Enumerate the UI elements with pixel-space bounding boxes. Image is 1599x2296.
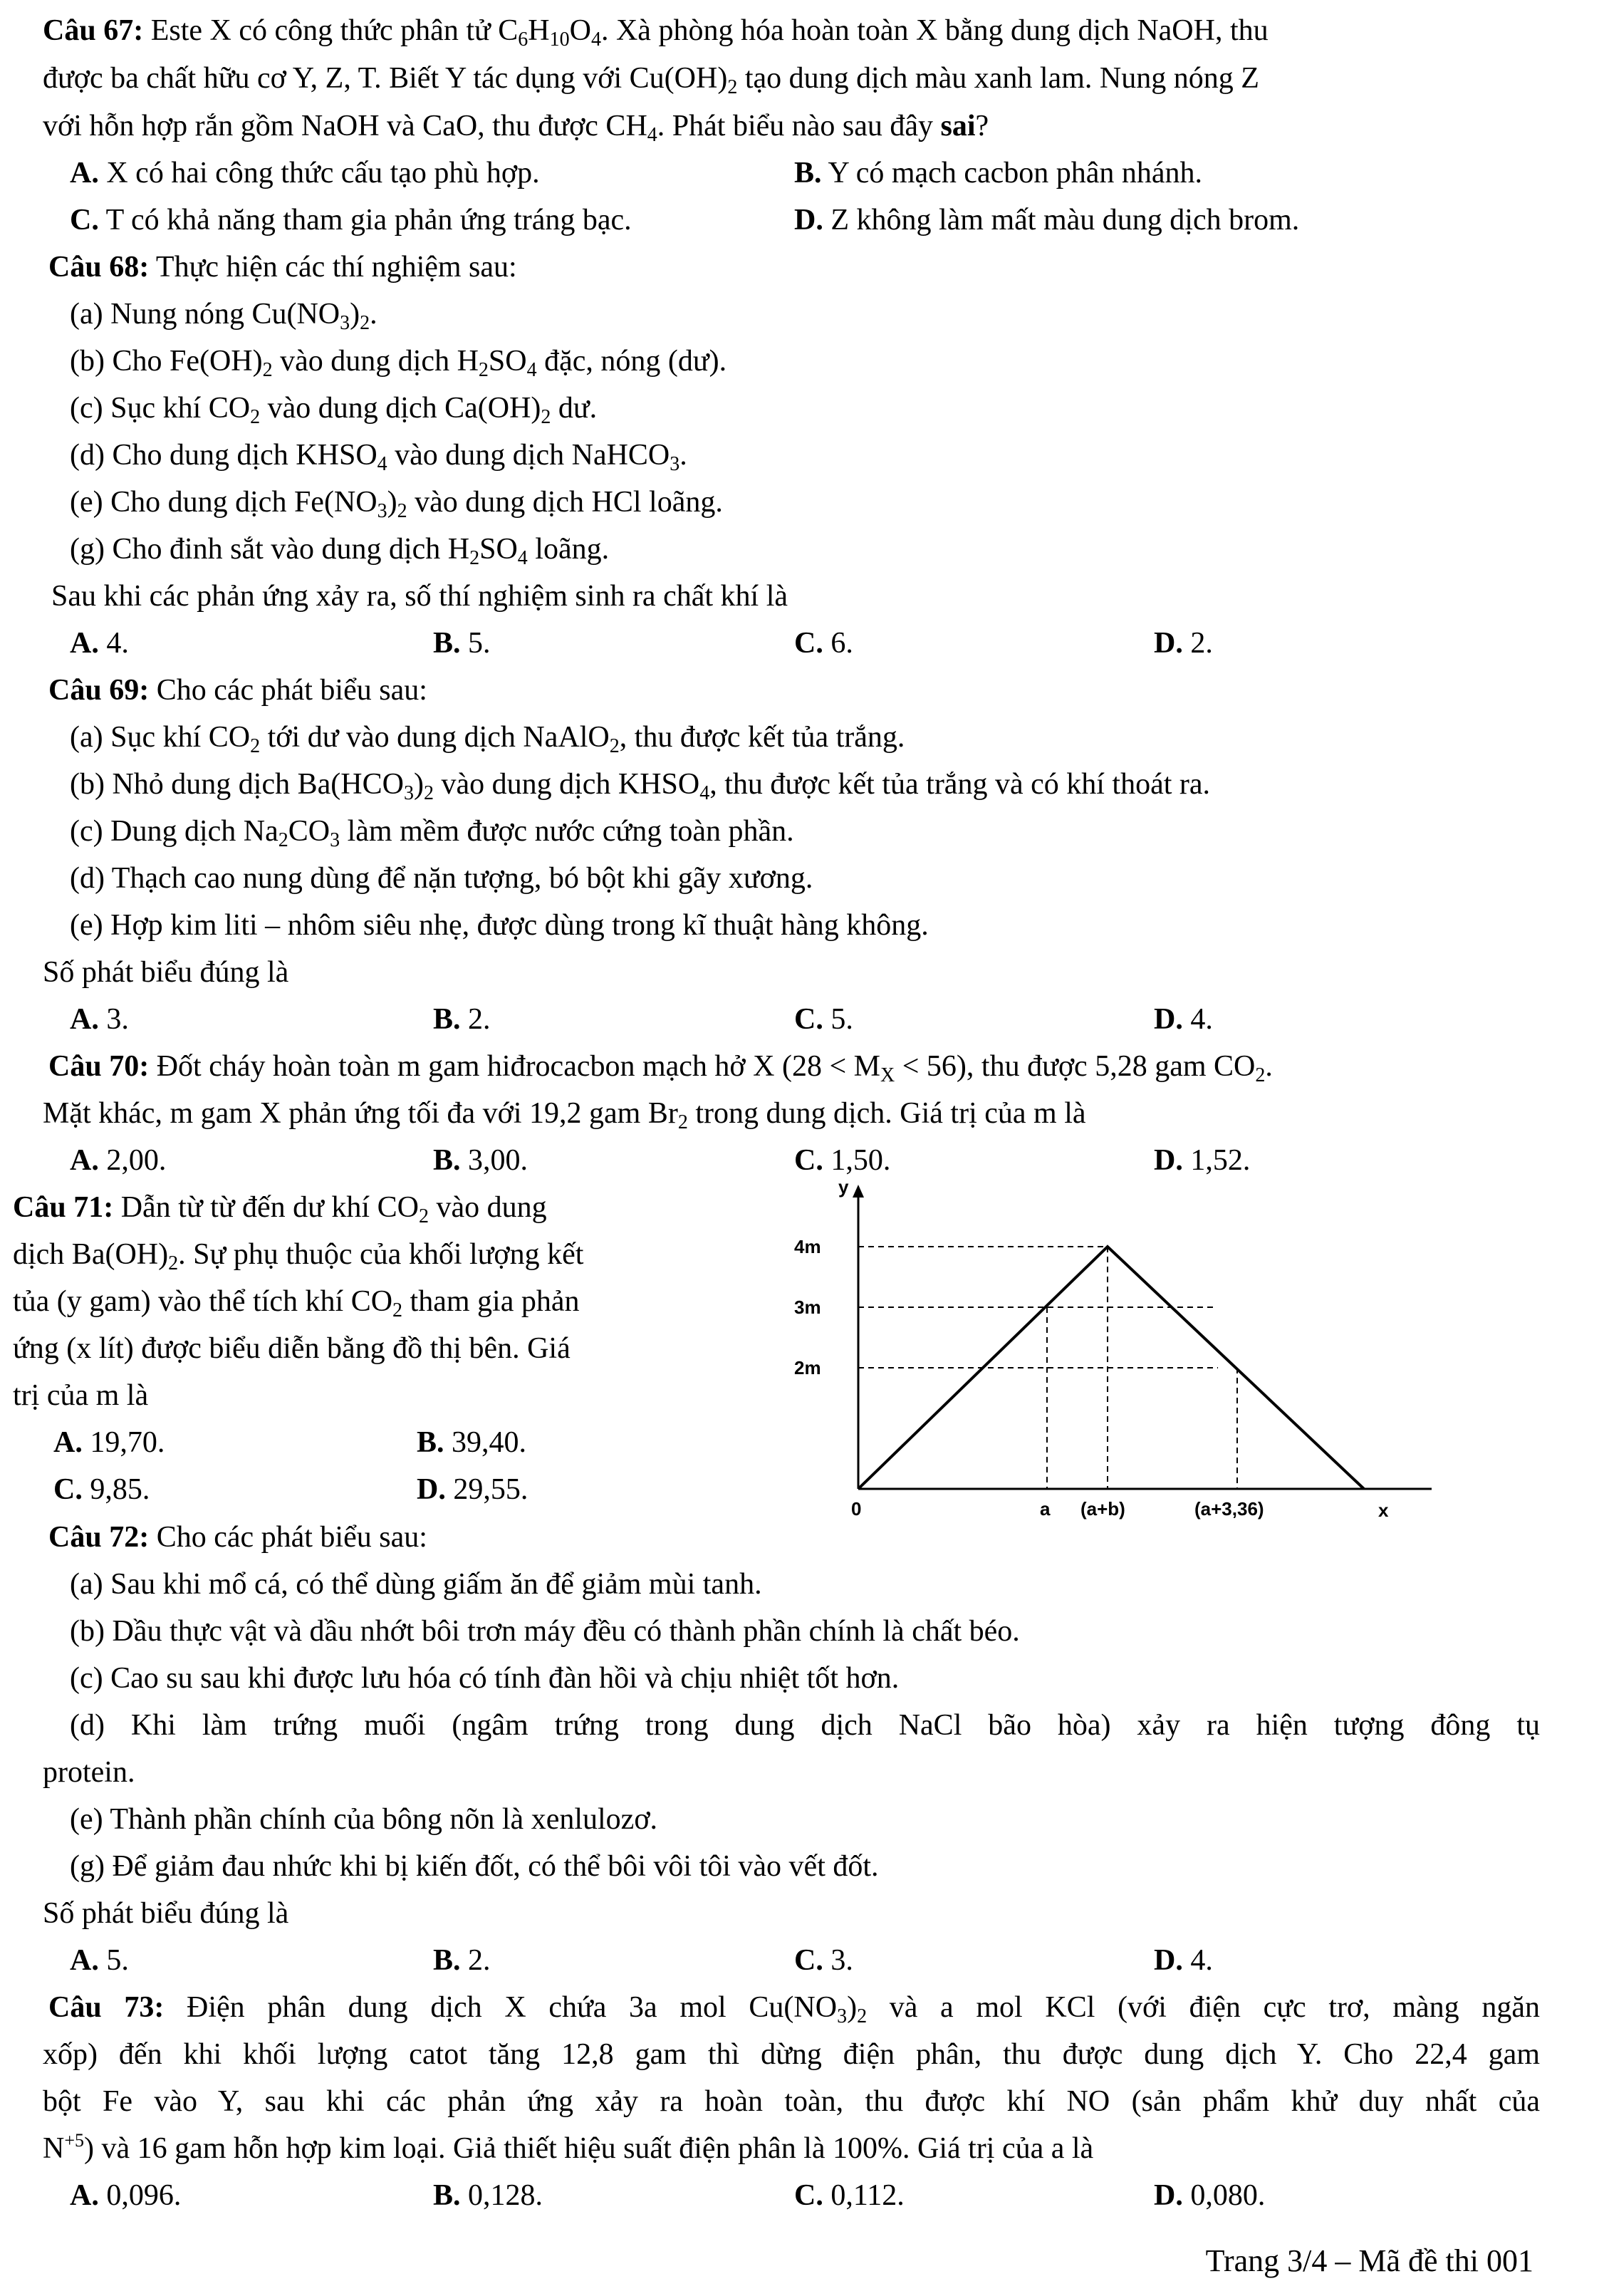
x-tick-0: 0: [851, 1498, 862, 1520]
q68-item-d: (d) Cho dung dịch $KHSO_4$ vào dung dịch NaHCO$_3$.: [70, 439, 687, 475]
q72-question: Số phát biểu đúng là: [43, 1897, 289, 1930]
q69-item-a: (a) Sục khí $CO_2$ tới dư vào dung dịch NaAlO$_2$, thu được kết tủa trắng.: [70, 721, 905, 757]
x-tick-a-plus-336: (a+3,36): [1194, 1498, 1264, 1520]
q68-item-a: (a) Nung nóng $Cu(NO_3)_2$.: [70, 298, 377, 334]
q72-item-g: (g) Để giảm đau nhức khi bị kiến đốt, có thể bôi vôi tôi vào vết đốt.: [70, 1850, 879, 1883]
q73-line-2: xốp) đến khi khối lượng catot tăng 12,8 gam thì dừng điện phân, thu được dung dịch Y. Cho 22,4 gam: [43, 2038, 1540, 2071]
q68-item-b: (b) Cho $Fe(OH)_2$ vào dung dịch $H_2SO_4$ đặc, nóng (dư).: [70, 345, 727, 381]
q67-option-b: B. Y có mạch cacbon phân nhánh.: [794, 157, 1203, 189]
q73-option-b: B. 0,128.: [433, 2179, 543, 2212]
q69-item-d: (d) Thạch cao nung dùng để nặn tượng, bó bột khi gãy xương.: [70, 862, 813, 895]
q68-item-c: (c) Sục khí $CO_2$ vào dung dịch $Ca(OH)_2$ dư.: [70, 392, 598, 428]
q69-item-e: (e) Hợp kim liti – nhôm siêu nhẹ, được dùng trong kĩ thuật hàng không.: [70, 909, 929, 942]
q69-question: Số phát biểu đúng là: [43, 956, 289, 989]
q72-option-c: C. 3.: [794, 1944, 853, 1977]
q71-line-2: dịch $Ba(OH)_2$. Sự phụ thuộc của khối lượng kết: [13, 1238, 584, 1274]
q68-option-b: B. 5.: [433, 627, 491, 660]
q68-line-intro: Câu 68: Thực hiện các thí nghiệm sau:: [48, 251, 517, 284]
q68-option-c: C. 6.: [794, 627, 853, 660]
q72-item-e: (e) Thành phần chính của bông nõn là xenlulozơ.: [70, 1803, 658, 1836]
q70-option-b: B. 3,00.: [433, 1144, 528, 1177]
q71-graph: [794, 1179, 1435, 1521]
q70-line-1: Câu 70: Đốt cháy hoàn toàn m gam hiđrocacbon mạch hở X $(28 < M_X < 56)$, thu được 5,28 gam $CO_2$.: [48, 1050, 1273, 1086]
q67-line-1: Câu 67: Este X có công thức phân tử $C_6H_{10}O_4$. Xà phòng hóa hoàn toàn X bằng dung dịch NaOH, thu: [43, 14, 1269, 51]
q71-option-d: D. 29,55.: [417, 1473, 528, 1506]
q68-item-g: (g) Cho đinh sắt vào dung dịch $H_2SO_4$ loãng.: [70, 533, 610, 569]
q72-item-b: (b) Dầu thực vật và dầu nhớt bôi trơn máy đều có thành phần chính là chất béo.: [70, 1615, 1020, 1648]
q72-item-c: (c) Cao su sau khi được lưu hóa có tính đàn hồi và chịu nhiệt tốt hơn.: [70, 1662, 900, 1695]
q70-option-c: C. 1,50.: [794, 1144, 891, 1177]
q73-option-c: C. 0,112.: [794, 2179, 905, 2212]
q73-option-a: A. 0,096.: [70, 2179, 182, 2212]
q73-option-d: D. 0,080.: [1154, 2179, 1266, 2212]
q73-line-3: bột Fe vào Y, sau khi các phản ứng xảy ra hoàn toàn, thu được khí NO (sản phẩm khử duy nhất của: [43, 2085, 1540, 2118]
x-tick-a-plus-b: (a+b): [1080, 1498, 1125, 1520]
q71-line-3: tủa (y gam) vào thể tích khí $CO_2$ tham gia phản: [13, 1285, 580, 1321]
q69-option-b: B. 2.: [433, 1003, 491, 1036]
q72-item-a: (a) Sau khi mổ cá, có thể dùng giấm ăn để giảm mùi tanh.: [70, 1568, 762, 1601]
q67-line-2: được ba chất hữu cơ Y, Z, T. Biết Y tác dụng với $Cu(OH)_2$ tạo dung dịch màu xanh lam. Nung nóng Z: [43, 62, 1259, 98]
x-tick-a: a: [1040, 1498, 1051, 1520]
q69-item-b: (b) Nhỏ dung dịch $Ba(HCO_3)_2$ vào dung dịch $KHSO_4$, thu được kết tủa trắng và có khí thoát ra.: [70, 768, 1211, 804]
q72-option-a: A. 5.: [70, 1944, 129, 1977]
y-axis-arrow: [853, 1185, 864, 1198]
q73-line-1: Câu 73: Điện phân dung dịch X chứa 3a mol $Cu(NO_3)_2$ và a mol KCl (với điện cực trơ, màng ngăn: [48, 1991, 1540, 2027]
q68-question: Sau khi các phản ứng xảy ra, số thí nghiệm sinh ra chất khí là: [51, 580, 788, 613]
q69-item-c: (c) Dung dịch $Na_2CO_3$ làm mềm được nước cứng toàn phần.: [70, 815, 794, 851]
x-axis-label: x: [1378, 1500, 1389, 1521]
q72-option-b: B. 2.: [433, 1944, 491, 1977]
q71-option-b: B. 39,40.: [417, 1426, 527, 1459]
q67-line-3: với hỗn hợp rắn gồm NaOH và CaO, thu được $CH_4$. Phát biểu nào sau đây sai?: [43, 110, 989, 146]
q69-option-c: C. 5.: [794, 1003, 853, 1036]
q70-line-2: Mặt khác, m gam X phản ứng tối đa với 19,2 gam $Br_2$ trong dung dịch. Giá trị của m là: [43, 1097, 1086, 1133]
q70-option-d: D. 1,52.: [1154, 1144, 1251, 1177]
y-tick-3m: 3m: [794, 1297, 821, 1318]
q68-item-e: (e) Cho dung dịch $Fe(NO_3)_2$ vào dung dịch HCl loãng.: [70, 486, 723, 522]
y-axis-label: y: [838, 1179, 849, 1198]
q69-line-intro: Câu 69: Cho các phát biểu sau:: [48, 674, 427, 707]
q71-line-1: Câu 71: Dẫn từ từ đến dư khí $CO_2$ vào dung: [13, 1191, 547, 1227]
y-tick-2m: 2m: [794, 1357, 821, 1378]
q72-item-d: (d) Khi làm trứng muối (ngâm trứng trong dung dịch NaCl bão hòa) xảy ra hiện tượng đông tụ: [70, 1709, 1540, 1742]
q68-option-d: D. 2.: [1154, 627, 1213, 660]
q71-line-5: trị của m là: [13, 1379, 149, 1412]
q73-line-4: $N^{+5}$) và 16 gam hỗn hợp kim loại. Giả thiết hiệu suất điện phân là 100%. Giá trị của a là: [43, 2130, 1094, 2165]
q67-option-d: D. Z không làm mất màu dung dịch brom.: [794, 204, 1300, 237]
q72-option-d: D. 4.: [1154, 1944, 1213, 1977]
q69-option-d: D. 4.: [1154, 1003, 1213, 1036]
q67-option-a: A. X có hai công thức cấu tạo phù hợp.: [70, 157, 540, 189]
y-tick-4m: 4m: [794, 1236, 821, 1257]
q71-line-4: ứng (x lít) được biểu diễn bằng đồ thị bên. Giá: [13, 1332, 571, 1365]
page-footer: Trang 3/4 – Mã đề thi 001: [1205, 2243, 1533, 2278]
q71-option-a: A. 19,70.: [53, 1426, 165, 1459]
q72-item-d-cont: protein.: [43, 1756, 135, 1789]
q70-option-a: A. 2,00.: [70, 1144, 167, 1177]
q71-option-c: C. 9,85.: [53, 1473, 150, 1506]
q72-line-intro: Câu 72: Cho các phát biểu sau:: [48, 1521, 427, 1554]
q67-option-c: C. T có khả năng tham gia phản ứng tráng bạc.: [70, 204, 632, 237]
q69-option-a: A. 3.: [70, 1003, 129, 1036]
q68-option-a: A. 4.: [70, 627, 129, 660]
